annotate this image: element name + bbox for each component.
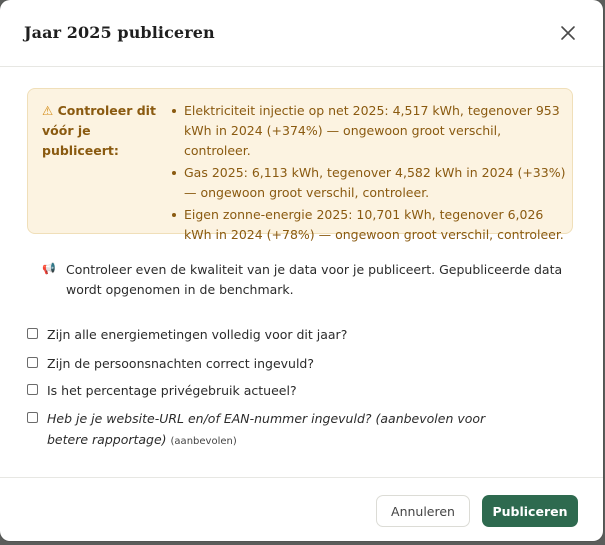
warning-panel (27, 88, 573, 242)
checkbox[interactable] (27, 412, 38, 423)
info-text: Controleer even de kwaliteit van je data voor je publiceert. Gepubliceerde data wordt opgenomen in de benchmark. (66, 262, 563, 297)
cancel-button[interactable]: Annuleren (376, 495, 470, 527)
dialog-title: Jaar 2025 publiceren (24, 23, 215, 42)
checkbox[interactable] (27, 328, 38, 339)
recommended-note: (aanbevolen) (170, 436, 237, 447)
checklist-label-text: Heb je je website-URL en/of EAN-nummer ingevuld? (aanbevolen voor betere rapportage) (47, 411, 486, 447)
checklist-label: Zijn alle energiemetingen volledig voor dit jaar? (47, 327, 348, 342)
checklist-label: Zijn de persoonsnachten correct ingevuld? (47, 356, 314, 371)
warning-item: Gas 2025: 6,113 kWh, tegenover 4,582 kWh in 2024 (+33%) — ongewoon groot verschil, controleer. (168, 163, 568, 203)
warning-label (42, 101, 162, 161)
megaphone-icon: 📢 (42, 262, 56, 275)
dialog-header (0, 0, 603, 67)
publish-button[interactable]: Publiceren (482, 495, 578, 527)
warning-icon: ⚠ (42, 103, 54, 118)
close-icon[interactable] (559, 24, 577, 42)
checkbox[interactable] (27, 357, 38, 368)
checklist-label (47, 408, 517, 452)
checkbox[interactable] (27, 384, 38, 395)
warning-item: Eigen zonne-energie 2025: 10,701 kWh, tegenover 6,026 kWh in 2024 (+78%) — ongewoon groot verschil, controleer. (168, 205, 568, 245)
warning-item: Elektriciteit injectie op net 2025: 4,517 kWh, tegenover 953 kWh in 2024 (+374%) — ongewoon groot verschil, controleer. (168, 101, 568, 161)
warning-label-text: Controleer dit vóór je publiceert: (42, 103, 156, 158)
checklist-label: Is het percentage privégebruik actueel? (47, 383, 297, 398)
dialog-footer (0, 477, 603, 541)
warning-list (168, 101, 568, 247)
